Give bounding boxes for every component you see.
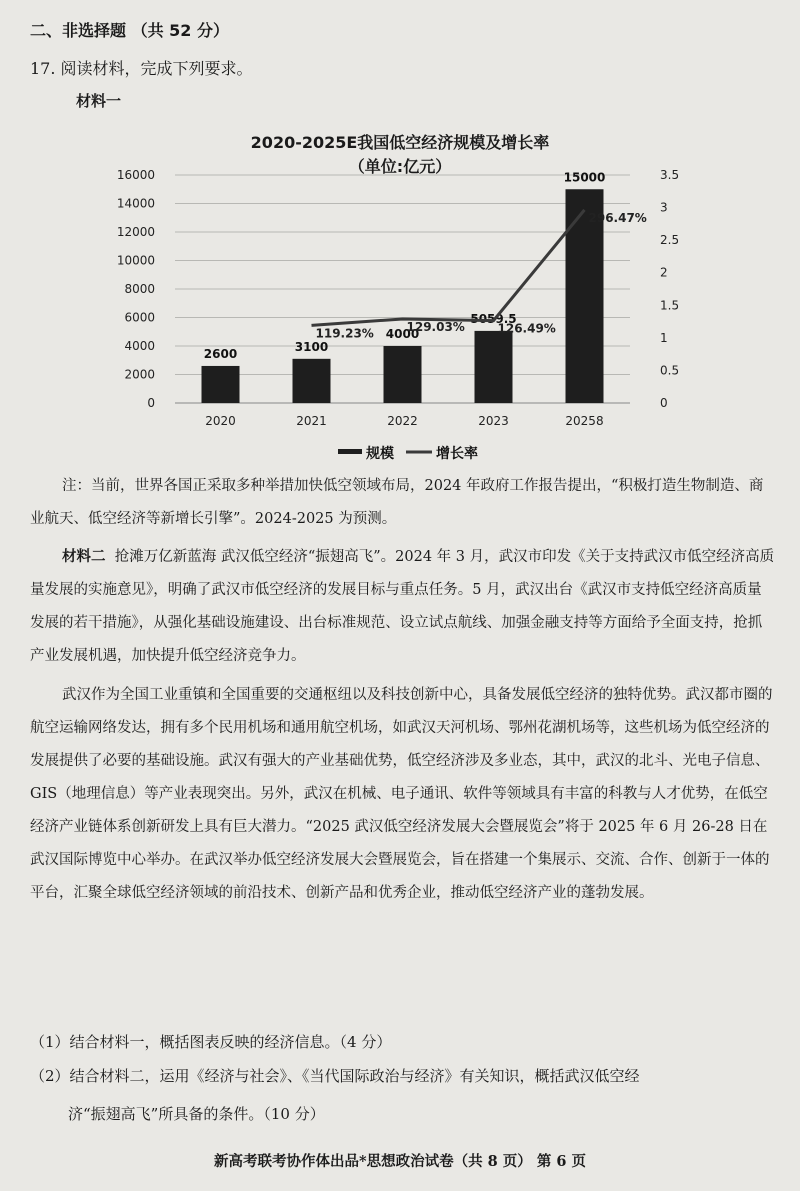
page-footer: 新高考联考协作体出品*思想政治试卷（共 8 页） 第 6 页 xyxy=(214,1153,586,1170)
chart-title: 2020-2025E我国低空经济规模及增长率 xyxy=(250,133,550,152)
material2-label: 材料二 xyxy=(62,548,106,565)
right-tick-label: 3.5 xyxy=(660,168,680,182)
material2-para1 xyxy=(30,540,775,673)
question-intro: 17. 阅读材料，完成下列要求。 xyxy=(30,59,253,78)
bar xyxy=(293,359,331,403)
growth-rate-label: 129.03% xyxy=(406,319,465,334)
right-tick-label: 0 xyxy=(660,396,668,410)
growth-rate-line xyxy=(312,210,585,325)
question-2-line2: 济“振翅高飞”所具备的条件。（10 分） xyxy=(68,1105,325,1123)
legend-label-bar: 规模 xyxy=(366,446,394,462)
x-tick-label: 2021 xyxy=(296,414,327,428)
left-tick-label: 14000 xyxy=(116,196,155,211)
right-tick-label: 2 xyxy=(660,265,668,280)
left-tick-label: 4000 xyxy=(124,339,155,353)
bar xyxy=(202,366,240,403)
x-tick-label: 2020 xyxy=(205,414,236,428)
chart-container xyxy=(0,120,800,470)
left-tick-label: 8000 xyxy=(124,282,155,296)
legend-label-line: 增长率 xyxy=(436,446,478,462)
left-tick-label: 16000 xyxy=(116,168,155,182)
bar xyxy=(475,331,513,403)
legend-swatch-bar xyxy=(338,449,362,454)
material2 xyxy=(30,540,775,916)
section-heading: 二、非选择题 （共 52 分） xyxy=(30,21,229,40)
x-tick-label: 2022 xyxy=(387,414,418,428)
growth-rate-label: 119.23% xyxy=(315,326,374,341)
bar-value-label: 3100 xyxy=(294,339,329,354)
bar xyxy=(384,346,422,403)
growth-rate-label: 126.49% xyxy=(497,321,556,336)
question-1: （1）结合材料一，概括图表反映的经济信息。（4 分） xyxy=(30,1033,392,1051)
right-tick-label: 1.5 xyxy=(660,298,680,313)
left-tick-label: 12000 xyxy=(116,225,155,239)
left-tick-label: 6000 xyxy=(124,310,155,325)
material1-label: 材料一 xyxy=(76,92,122,110)
left-tick-label: 2000 xyxy=(124,367,155,382)
bar-value-label: 15000 xyxy=(563,170,606,185)
bar-value-label: 4000 xyxy=(385,327,420,341)
bar-value-label: 5059.5 xyxy=(470,311,517,326)
question-2-line1: （2）结合材料二，运用《经济与社会》、《当代国际政治与经济》有关知识，概括武汉低空经 xyxy=(30,1067,640,1085)
right-tick-label: 1 xyxy=(660,330,668,345)
material2-p1-text: 抢滩万亿新蓝海 武汉低空经济“振翅高飞”。2024 年 3 月，武汉市印发《关于支持武汉市低空经济高质量发展的实施意见》，明确了武汉市低空经济的发展目标与重点任务。5 月，武汉出台《武汉市支持低空经济高质量发展的若干措施》，从强化基础设施建设、出台标准规范、设立试点航线、加强金融支持等方面给予全面支持，抢抓产业发展机遇，加快提升低空经济竞争力。 xyxy=(30,549,775,664)
bar-value-label: 2600 xyxy=(203,346,238,361)
x-tick-label: 20258 xyxy=(565,414,604,428)
right-tick-label: 2.5 xyxy=(660,233,680,248)
growth-rate-label: 296.47% xyxy=(588,210,647,225)
right-tick-label: 3 xyxy=(660,200,668,215)
chart-note: 注：当前，世界各国正采取多种举措加快低空领域布局，2024 年政府工作报告提出，“积极打造生物制造、商业航天、低空经济等新增长引擎”。2024-2025 为预测。 xyxy=(30,478,764,527)
questions xyxy=(30,1025,775,1131)
left-tick-label: 0 xyxy=(147,396,155,410)
x-tick-label: 2023 xyxy=(478,414,509,428)
right-tick-label: 0.5 xyxy=(660,363,680,378)
material2-para2: 武汉作为全国工业重镇和全国重要的交通枢纽以及科技创新中心，具备发展低空经济的独特优势。武汉都市圈的航空运输网络发达，拥有多个民用机场和通用航空机场，如武汉天河机场、鄂州花湖机场等，这些机场为低空经济的发展提供了必要的基础设施。武汉有强大的产业基础优势，低空经济涉及多业态，其中，武汉的北斗、光电子信息、GIS（地理信息）等产业表现突出。另外，武汉在机械、电子通讯、软件等领域具有丰富的科教与人才优势，在低空经济产业链体系创新研发上具有巨大潜力。“2025 武汉低空经济发展大会暨展览会”将于 2025 年 6 月 26-28 日在武汉国际博览中心举办。在武汉举办低空经济发展大会暨展览会，旨在搭建一个集展示、交流、合作、创新于一体的平台，汇聚全球低空经济领域的前沿技术、创新产品和优秀企业，推动低空经济产业的蓬勃发展。 xyxy=(30,687,773,901)
bar-line-chart xyxy=(0,120,800,470)
chart-subtitle: （单位:亿元） xyxy=(348,157,452,176)
left-tick-label: 10000 xyxy=(116,253,155,268)
